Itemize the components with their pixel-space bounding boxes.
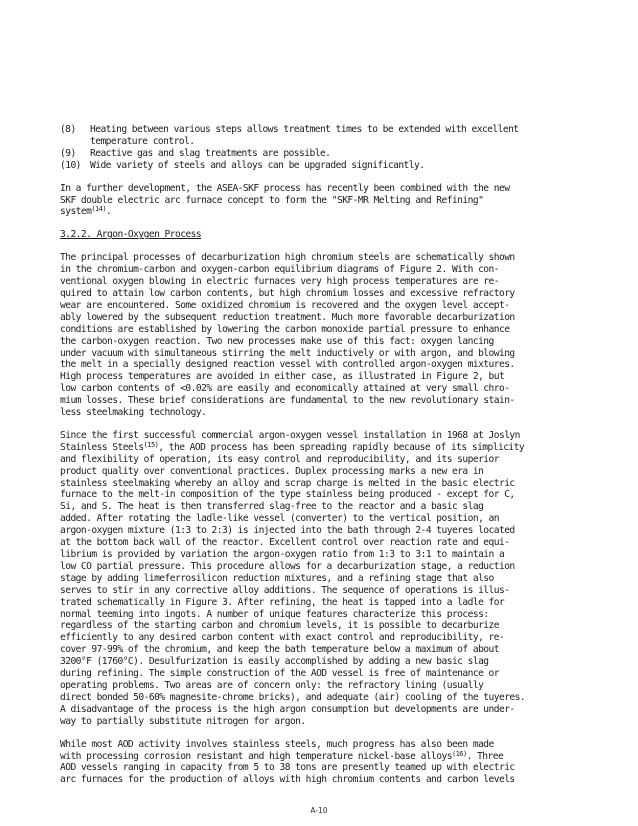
reference-marker: (14)	[91, 205, 107, 214]
paragraph-line: regardless of the starting carbon and chromium levels, it is possible to decarburize	[60, 620, 499, 632]
paragraph-line: ventional oxygen blowing in electric furnaces very high process temperatures are re-	[60, 276, 499, 288]
list-item	[60, 160, 588, 172]
list-text-line: temperature control.	[90, 135, 195, 147]
paragraph-line: normal teeming into ingots. A number of unique features characterize this process:	[60, 608, 489, 620]
list-number: (9)	[60, 147, 76, 159]
page-number: A-10	[310, 806, 328, 815]
paragraph-line: High process temperatures are avoided in either case, as illustrated in Figure 2, but	[60, 371, 505, 383]
paragraph-line: Since the first successful commercial argon-oxygen vessel installation in 1968 at Joslyn	[60, 429, 520, 441]
numbered-list	[60, 124, 588, 172]
list-number: (8)	[60, 124, 76, 135]
section-heading: 3.2.2. Argon-Oxygen Process	[60, 229, 202, 241]
paragraph-line: trated schematically in Figure 3. After refining, the heat is tapped into a ladle for	[60, 596, 505, 608]
paragraph-line: the melt in a specially designed reaction vessel with controlled argon-oxygen mixtures.	[60, 359, 515, 371]
paragraph-line: argon-oxygen mixture (1:3 to 2:3) is injected into the bath through 2-4 tuyeres located	[60, 525, 515, 537]
paragraph-line: The principal processes of decarburization high chromium steels are schematically shown	[60, 252, 515, 264]
body-text	[60, 124, 588, 786]
paragraph-line: serves to stir in any corrective alloy additions. The sequence of operations is illus-	[60, 584, 510, 596]
paragraph-line: A disadvantage of the process is the high argon consumption but developments are under-	[60, 703, 515, 715]
paragraph-line: in the chromium-carbon and oxygen-carbon equilibrium diagrams of Figure 2. With con-	[60, 264, 499, 276]
paragraph-line: less steelmaking technology.	[60, 407, 207, 419]
list-text-line: Wide variety of steels and alloys can be upgraded significantly.	[90, 159, 425, 171]
paragraph-line: way to partially substitute nitrogen for argon.	[60, 715, 306, 727]
paragraph-line: cover 97-99% of the chromium, and keep the bath temperature below a maximum of about	[60, 644, 499, 656]
paragraph-line: AOD vessels ranging in capacity from 5 to 38 tons are presently teamed up with electric	[60, 762, 515, 774]
paragraph-line: ably lowered by the subsequent reduction treatment. Much more favorable decarburization	[60, 311, 515, 323]
paragraph-line: While most AOD activity involves stainless steels, much progress has also been made	[60, 738, 494, 750]
paragraph-line: and flexibility of operation, its easy control and reproducibility, and its superior	[60, 453, 499, 465]
paragraph-line: efficiently to any desired carbon content with exact control and reproducibility, re-	[60, 632, 505, 644]
reference-marker: (15)	[143, 440, 159, 449]
paragraph-line: stainless steelmaking whereby an alloy and scrap charge is melted in the basic electric	[60, 477, 515, 489]
paragraph-line: Si, and S. The heat is then transferred slag-free to the reactor and a basic slag	[60, 501, 484, 513]
paragraph-line: low carbon contents of <0.02% are easily and economically attained at very small chro-	[60, 383, 510, 395]
paragraph-line: In a further development, the ASEA-SKF process has recently been combined with the new	[60, 182, 510, 194]
paragraph: In a further development, the ASEA-SKF process has recently been combined with the new SKF double electric arc furnace concept to form the "SKF-MR Melting and Refining" system$^{(14)}$.	[60, 183, 588, 219]
paragraph-line: low CO partial pressure. This procedure allows for a decarburization stage, a reduction	[60, 560, 515, 572]
paragraph-line: quired to attain low carbon contents, but high chromium losses and excessive refractory	[60, 287, 515, 299]
paragraph: Since the first successful commercial argon-oxygen vessel installation in 1968 at Joslyn Stainless Steels$^{(15)}$, the AOD process has been spreading rapidly because of its simplicity and flexibility of operation, its easy control and reproducibility, and its superior product quality over conventional practices. Duplex processing marks a new era in stainless steelmaking whereby an alloy and scrap charge is melted in the basic electric furnace to the melt-in composition of the type stainless being produced - except for C, Si, and S. The heat is then transferred slag-free to the reactor and a basic slag added. After rotating the ladle-like vessel (converter) to the vertical position, an argon-oxygen mixture (1:3 to 2:3) is injected into the bath through 2-4 tuyeres located at the bottom back wall of the reactor. Excellent control over reaction rate and equi- librium is provided by variation the argon-oxygen ratio from 1:3 to 3:1 to maintain a low CO partial pressure. This procedure allows for a decarburization stage, a reduction stage by adding limeferrosilicon reduction mixtures, and a refining stage that also serves to stir in any corrective alloy additions. The sequence of operations is illus- trated schematically in Figure 3. After refining, the heat is tapped into a ladle for normal teeming into ingots. A number of unique features characterize this process: regardless of the starting carbon and chromium levels, it is possible to decarburize efficiently to any desired carbon content with exact control and reproducibility, re- cover 97-99% of the chromium, and keep the bath temperature below a maximum of about 3200°F (1760°C). Desulfurization is easily accomplished by adding a new basic slag during refining. The simple construction of the AOD vessel is free of maintenance or operating problems. Two areas are of concern only: the refractory lining (usually direct bonded 50-60% magnesite-chrome bricks), and adequate (air) cooling of the tuyeres. A disadvantage of the process is the high argon consumption but developments are under- way to partially substitute nitrogen for argon.	[60, 430, 588, 728]
paragraph-line: mium losses. These brief considerations are fundamental to the new revolutionary stain-	[60, 395, 515, 407]
paragraph-line: with processing corrosion resistant and high temperature nickel-base alloys	[60, 750, 452, 762]
paragraph-line: at the bottom back wall of the reactor. Excellent control over reaction rate and equi-	[60, 537, 510, 549]
list-text-line: Heating between various steps allows treatment times to be extended with excellent	[90, 124, 519, 135]
list-text-line: Reactive gas and slag treatments are possible.	[90, 147, 331, 159]
paragraph-line: wear are encountered. Some oxidized chromium is recovered and the oxygen level accept-	[60, 299, 510, 311]
paragraph	[60, 252, 588, 419]
paragraph-line: operating problems. Two areas are of concern only: the refractory lining (usually	[60, 679, 484, 691]
paragraph-line: 3200°F (1760°C). Desulfurization is easily accomplished by adding a new basic slag	[60, 656, 489, 668]
paragraph-line: product quality over conventional practices. Duplex processing marks a new era in	[60, 465, 484, 477]
paragraph-line: conditions are established by lowering the carbon monoxide partial pressure to enhance	[60, 323, 510, 335]
paragraph-line: stage by adding limeferrosilicon reduction mixtures, and a refining stage that also	[60, 572, 494, 584]
paragraph-line: furnace to the melt-in composition of the type stainless being produced - except for C,	[60, 489, 515, 501]
paragraph: While most AOD activity involves stainless steels, much progress has also been made with processing corrosion resistant and high temperature nickel-base alloys$^{(16)}$. Three AOD vessels ranging in capacity from 5 to 38 tons are presently teamed up with electric arc furnaces for the production of alloys with high chromium contents and carbon levels	[60, 739, 588, 787]
paragraph-line: added. After rotating the ladle-like vessel (converter) to the vertical position, an	[60, 513, 499, 525]
paragraph-line: under vacuum with simultaneous stirring the melt inductively or with argon, and blowing	[60, 347, 515, 359]
reference-marker: (16)	[451, 749, 467, 758]
paragraph-line: arc furnaces for the production of alloys with high chromium contents and carbon levels	[60, 774, 515, 786]
paragraph-line: during refining. The simple construction of the AOD vessel is free of maintenance or	[60, 668, 499, 680]
paragraph-line: Stainless Steels	[60, 441, 144, 453]
list-item	[60, 148, 588, 160]
paragraph-line: librium is provided by variation the argon-oxygen ratio from 1:3 to 3:1 to maintain a	[60, 549, 505, 560]
paragraph-line: direct bonded 50-60% magnesite-chrome bricks), and adequate (air) cooling of the tuyeres.	[60, 691, 526, 703]
list-item	[60, 124, 588, 148]
paragraph-line: SKF double electric arc furnace concept to form the "SKF-MR Melting and Refining"	[60, 194, 484, 206]
paragraph-line: system	[60, 206, 92, 218]
list-number: (10)	[60, 159, 81, 171]
paragraph-line: the carbon-oxygen reaction. Two new processes make use of this fact: oxygen lancing	[60, 335, 494, 347]
